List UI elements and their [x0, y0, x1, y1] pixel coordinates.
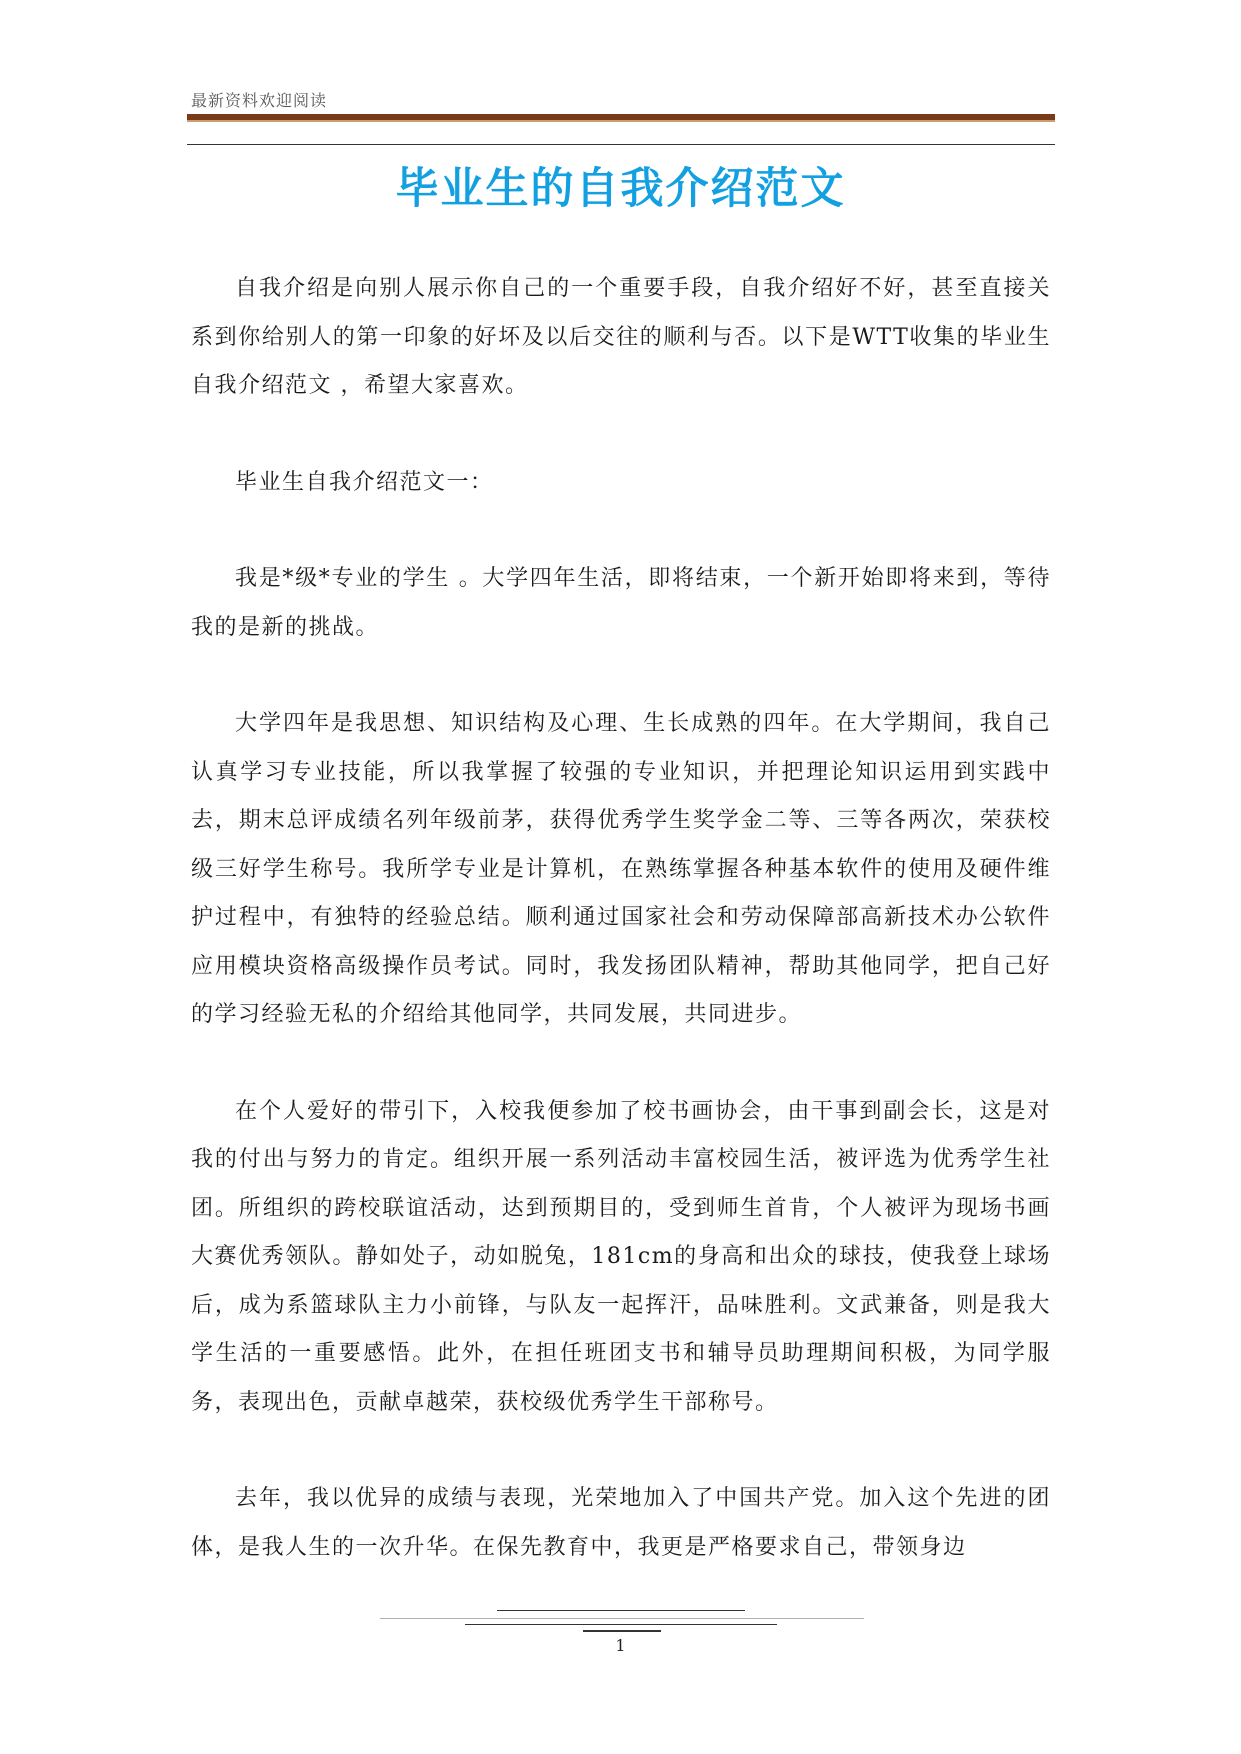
footer-divider: [465, 1624, 777, 1625]
header-text: 最新资料欢迎阅读: [191, 91, 328, 110]
paragraph: 大学四年是我思想、知识结构及心理、生长成熟的四年。在大学期间，我自己认真学习专业技能，所以我掌握了较强的专业知识，并把理论知识运用到实践中去，期末总评成绩名列年级前茅，获得优秀学生奖学金二等、三等各两次，荣获校级三好学生称号。我所学专业是计算机，在熟练掌握各种基本软件的使用及硬件维护过程中，有独特的经验总结。顺利通过国家社会和劳动保障部高新技术办公软件应用模块资格高级操作员考试。同时，我发扬团队精神，帮助其他同学，把自己好的学习经验无私的介绍给其他同学，共同发展，共同进步。: [191, 711, 1051, 1027]
header-divider-thick: [187, 114, 1055, 122]
paragraph: 去年，我以优异的成绩与表现，光荣地加入了中国共产党。加入这个先进的团体，是我人生的一次升华。在保先教育中，我更是严格要求自己，带领身边: [191, 1486, 1051, 1560]
section-heading: 毕业生自我介绍范文一：: [235, 469, 494, 495]
paragraph: 在个人爱好的带引下，入校我便参加了校书画协会，由干事到副会长，这是对我的付出与努力的肯定。组织开展一系列活动丰富校园生活，被评选为优秀学生社团。所组织的跨校联谊活动，达到预期目的，受到师生首肯，个人被评为现场书画大赛优秀领队。静如处子，动如脱兔，181cm的身高和出众的球技，使我登上球场后，成为系篮球队主力小前锋，与队友一起挥汗，品味胜利。文武兼备，则是我大学生活的一重要感悟。此外，在担任班团支书和辅导员助理期间积极，为同学服务，表现出色，贡献卓越荣，获校级优秀学生干部称号。: [191, 1098, 1051, 1415]
footer-divider: [583, 1630, 661, 1632]
page-number: 1: [615, 1636, 626, 1655]
document-title: 毕业生的自我介绍范文: [395, 164, 846, 214]
document-body: [191, 265, 1051, 1572]
paragraph: 我是*级*专业的学生 。大学四年生活，即将结束，一个新开始即将来到，等待我的是新的挑战。: [191, 566, 1051, 640]
footer-divider: [497, 1610, 745, 1611]
footer-divider: [380, 1618, 864, 1619]
header-divider-thin: [187, 144, 1055, 145]
paragraph-intro: 自我介绍是向别人展示你自己的一个重要手段，自我介绍好不好，甚至直接关系到你给别人的第一印象的好坏及以后交往的顺利与否。以下是WTT收集的毕业生自我介绍范文 ，希望大家喜欢。: [191, 276, 1051, 398]
